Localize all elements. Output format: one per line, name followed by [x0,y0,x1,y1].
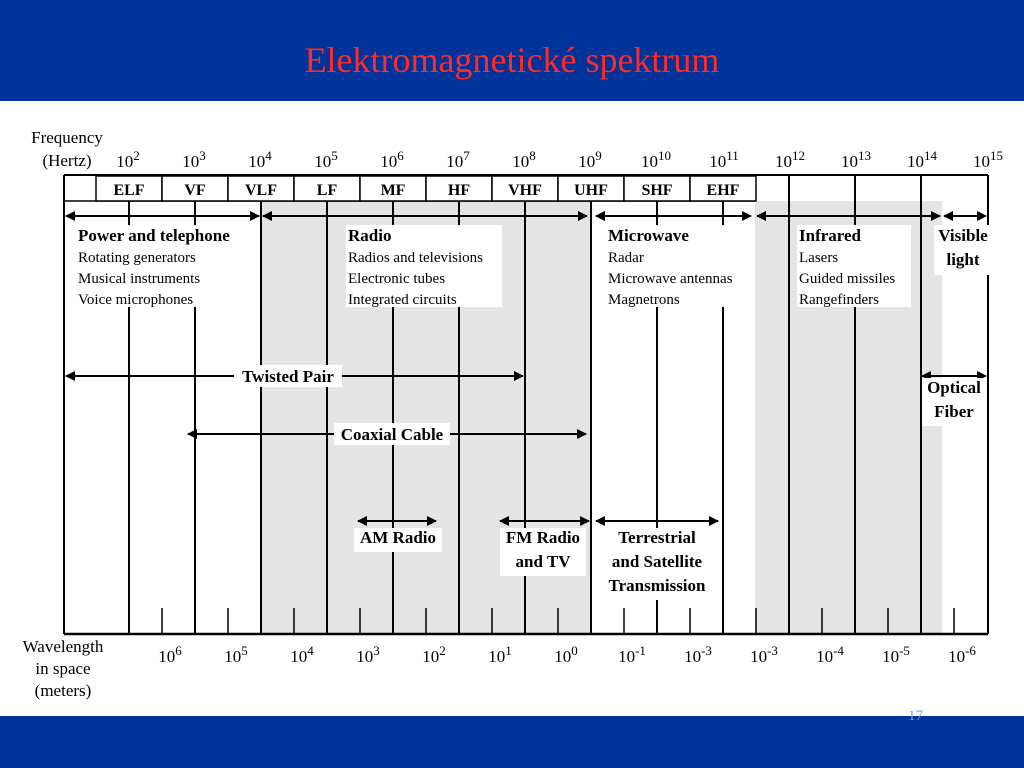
frequency-tick-label: $10^5$ [314,148,338,171]
region-item: Microwave antennas [608,271,733,287]
media-label: and Satellite [611,552,703,571]
page-number: 17 [908,708,923,724]
region-power-telephone [76,225,254,308]
wavelength-tick-label: $10^{-3}$ [684,643,712,666]
frequency-tick-label: $10^4$ [248,148,272,171]
frequency-tick-label: $10^9$ [578,148,602,171]
wavelength-tick-label: $10^4$ [290,643,314,666]
region-item: Lasers [799,250,839,266]
band-label-hf: HF [447,182,471,199]
region-title: Infrared [799,226,862,245]
region-item: Electronic tubes [348,271,446,287]
band-label-mf: MF [380,182,406,199]
wavelength-tick-label: $10^5$ [224,643,248,666]
band-label-vhf: VHF [508,182,542,199]
wavelength-axis-label: Wavelength [22,637,104,656]
region-item: Guided missiles [799,271,896,287]
region-title: Microwave [608,226,689,245]
bottom-bar [0,716,1024,768]
region-visible-light [934,225,992,275]
wavelength-axis-label: (meters) [34,681,92,700]
media-label: Terrestrial [618,528,696,547]
region-title: Radio [348,226,392,245]
media-terrestrial-satellite [596,521,718,600]
media-label: FM Radio [505,528,581,547]
band-label-elf: ELF [113,182,145,199]
band-label-ehf: EHF [706,182,740,199]
frequency-tick-label: $10^{14}$ [907,148,937,171]
region-item: Radar [608,250,644,266]
slide-title: Elektromagnetické spektrum [304,40,720,80]
region-item: Radios and televisions [348,250,483,266]
frequency-tick-label: $10^{12}$ [775,148,805,171]
media-label: Fiber [934,402,974,421]
media-label: and TV [515,552,571,571]
wavelength-tick-label: $10^3$ [356,643,380,666]
spectrum-diagram [0,101,1024,716]
wavelength-tick-label: $10^1$ [488,643,512,666]
wavelength-tick-label: $10^{-1}$ [618,643,646,666]
frequency-tick-label: $10^3$ [182,148,206,171]
wavelength-tick-label: $10^{-6}$ [948,643,976,666]
region-item: Magnetrons [608,292,680,308]
region-title: light [946,250,980,269]
frequency-tick-label: $10^2$ [116,148,140,171]
frequency-tick-label: $10^{13}$ [841,148,871,171]
wavelength-tick-label: $10^6$ [158,643,182,666]
region-title: Visible [938,226,988,245]
wavelength-tick-label: $10^2$ [422,643,446,666]
region-item: Rotating generators [78,250,196,266]
media-optical-fiber [922,376,986,426]
region-radio [346,225,502,308]
wavelength-tick-label: $10^{-4}$ [816,643,844,666]
media-label: Optical [927,378,981,397]
media-label: Twisted Pair [242,367,334,386]
band-label-lf: LF [316,182,338,199]
region-item: Musical instruments [78,271,201,287]
region-item: Voice microphones [78,292,194,308]
region-title: Power and telephone [78,226,230,245]
media-label: Coaxial Cable [340,425,444,444]
media-label: AM Radio [359,528,437,547]
band-label-vf: VF [184,182,206,199]
frequency-tick-label: $10^6$ [380,148,404,171]
media-label: Transmission [608,576,706,595]
frequency-tick-label: $10^{11}$ [709,148,739,171]
region-microwave [606,225,746,308]
frequency-tick-label: $10^7$ [446,148,470,171]
frequency-axis-label: Frequency [31,128,103,147]
band-label-uhf: UHF [574,182,608,199]
wavelength-axis-label: in space [35,659,91,678]
frequency-tick-label: $10^{15}$ [973,148,1003,171]
media-fm-radio-tv [500,521,589,576]
band-label-shf: SHF [641,182,673,199]
frequency-axis-label: (Hertz) [42,151,92,170]
region-item: Integrated circuits [348,292,457,308]
band-label-vlf: VLF [245,182,277,199]
region-item: Rangefinders [799,292,879,308]
wavelength-tick-label: $10^{-5}$ [882,643,910,666]
wavelength-tick-label: $10^0$ [554,643,578,666]
wavelength-tick-label: $10^{-3}$ [750,643,778,666]
region-infrared [797,225,911,308]
frequency-tick-label: $10^8$ [512,148,536,171]
frequency-tick-label: $10^{10}$ [641,148,671,171]
